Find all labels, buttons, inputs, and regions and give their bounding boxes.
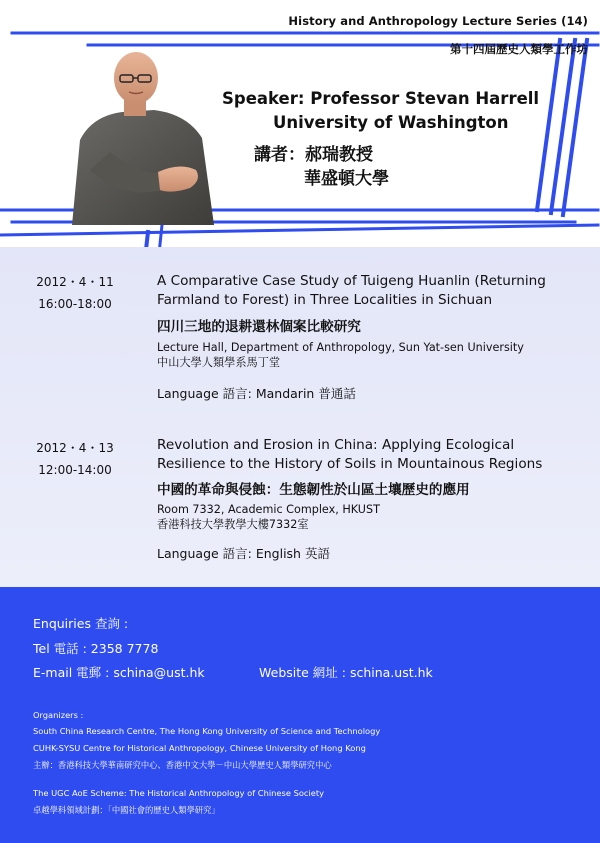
event-2-language: Language 語言: English 英語 xyxy=(157,546,330,561)
speaker-photo xyxy=(62,50,222,225)
event-band xyxy=(0,247,600,587)
speaker-name-line: Speaker: Professor Stevan Harrell xyxy=(222,89,540,108)
telephone: Tel 電話 : 2358 7778 xyxy=(33,641,159,656)
organizer-line: South China Research Centre, The Hong Kong University of Science and Technology xyxy=(33,726,381,736)
event-1-time: 16:00-18:00 xyxy=(38,297,112,311)
contact-block xyxy=(0,587,600,843)
speaker-affiliation-zh: 華盛頓大學 xyxy=(304,169,389,189)
event-1-title-line: A Comparative Case Study of Tuigeng Huanlin (Returning xyxy=(157,273,546,289)
event-1-datetime xyxy=(20,271,130,315)
event-1-date: 2012・4・11 xyxy=(36,275,114,289)
event-2-datetime xyxy=(20,437,130,481)
event-2-venue-en: Room 7332, Academic Complex, HKUST xyxy=(157,503,380,516)
event-2-title-line: Revolution and Erosion in China: Applying Ecological xyxy=(157,437,515,453)
website-link[interactable]: Website 網址 : schina.ust.hk xyxy=(259,665,433,680)
series-title-en: History and Anthropology Lecture Series (14) xyxy=(288,14,588,28)
organizers-label: Organizers : xyxy=(33,710,84,720)
event-1-title-en xyxy=(157,272,587,310)
organizer-line: CUHK-SYSU Centre for Historical Anthropology, Chinese University of Hong Kong xyxy=(33,743,366,753)
speaker-name-zh xyxy=(254,143,389,191)
organizer-line-zh: 主辦：香港科技大學華南研究中心、香港中文大學－中山大學歷史人類學研究中心 xyxy=(33,760,332,770)
event-2-time: 12:00-14:00 xyxy=(38,463,112,477)
enquiries-label: Enquiries 查詢 : xyxy=(33,616,129,631)
event-1-venue xyxy=(157,340,587,370)
event-2-date: 2012・4・13 xyxy=(36,441,114,455)
event-2-title-zh: 中國的革命與侵蝕：生態韌性於山區土壤歷史的應用 xyxy=(157,482,470,498)
scheme-line: The UGC AoE Scheme: The Historical Anthropology of Chinese Society xyxy=(33,788,325,798)
event-1-title-zh: 四川三地的退耕還林個案比較研究 xyxy=(157,319,361,335)
event-2-title-line: Resilience to the History of Soils in Mountainous Regions xyxy=(157,456,543,472)
email-link[interactable]: E-mail 電郵 : schina@ust.hk xyxy=(33,665,205,680)
event-1-language: Language 語言: Mandarin 普通話 xyxy=(157,386,356,401)
speaker-name-en xyxy=(222,87,552,135)
event-2-title-en xyxy=(157,436,587,474)
speaker-name-zh-line: 講者：郝瑞教授 xyxy=(254,145,373,165)
event-1-title-line: Farmland to Forest) in Three Localities in Sichuan xyxy=(157,292,493,308)
event-1-venue-en: Lecture Hall, Department of Anthropology, Sun Yat-sen University xyxy=(157,341,524,354)
event-1-venue-zh: 中山大學人類學系馬丁堂 xyxy=(157,356,281,369)
event-2-venue xyxy=(157,502,587,532)
speaker-affiliation-en: University of Washington xyxy=(273,113,509,132)
series-title-zh: 第十四屆歷史人類學工作坊 xyxy=(450,42,588,56)
scheme-line-zh: 卓越學科領域計劃：「中國社會的歷史人類學研究」 xyxy=(33,805,220,815)
event-2-venue-zh: 香港科技大學教學大樓7332室 xyxy=(157,518,309,531)
